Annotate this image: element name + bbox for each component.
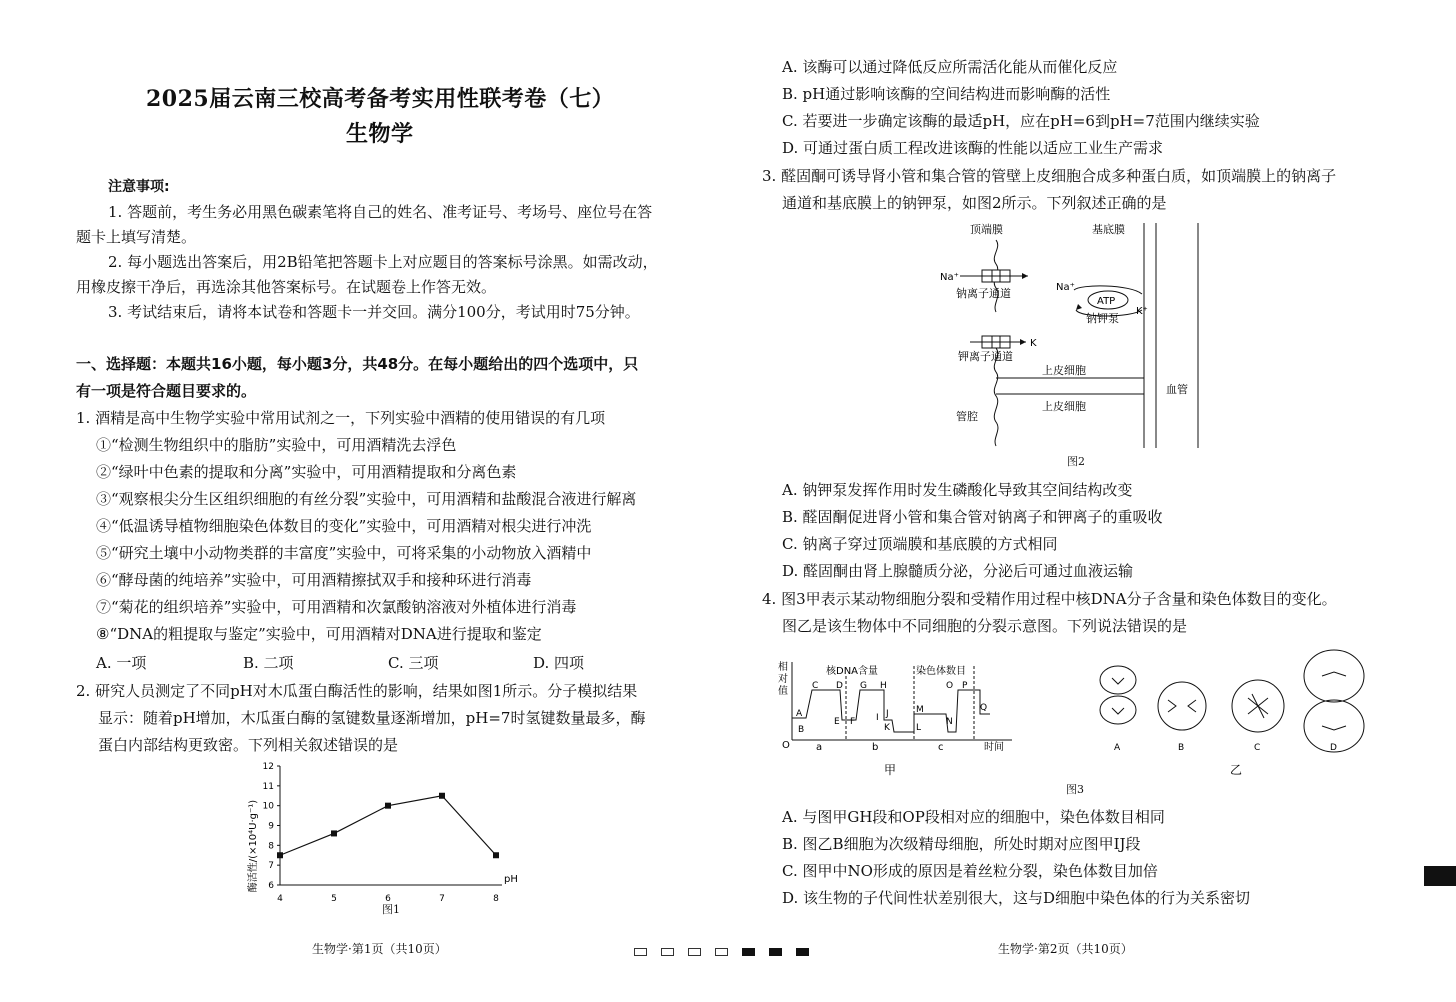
chart-data-point: [385, 803, 391, 809]
q1-item: ②“绿叶中色素的提取和分离”实验中，可用酒精提取和分离色素: [96, 463, 517, 481]
basal-membrane-label: 基底膜: [1092, 223, 1125, 236]
chart-xtick-label: 5: [331, 894, 337, 904]
fig2-diagram: [930, 218, 1210, 453]
fig3-point-q: Q: [980, 703, 988, 713]
fig3-point-o: O: [946, 681, 954, 691]
sodium-channel-label: 钠离子通道: [956, 287, 1011, 300]
footer-page-right: 生物学·第2页（共10页）: [998, 942, 1133, 956]
pump-potassium-label: K⁺: [1136, 306, 1148, 317]
svg-text:D: D: [1330, 743, 1337, 753]
q2-option-b: B. pH通过影响该酶的空间结构进而影响酶的活性: [782, 85, 1111, 103]
atp-label: ATP: [1097, 296, 1116, 307]
notice-heading: 注意事项:: [108, 179, 170, 195]
pump-label: 钠钾泵: [1086, 312, 1119, 325]
empty-square-icon: [688, 948, 701, 956]
q4-option-c: C. 图甲中NO形成的原因是着丝粒分裂，染色体数目加倍: [782, 862, 1158, 880]
epithelial-cell-label: 上皮细胞: [1042, 400, 1086, 413]
chart-ytick-label: 9: [268, 821, 274, 832]
potassium-channel-label: 钾离子通道: [958, 350, 1013, 363]
q1-option-b: B. 二项: [243, 654, 294, 672]
lumen-label: 管腔: [956, 410, 978, 423]
notice-line: 3. 考试结束后，请将本试卷和答题卡一并交回。满分100分，考试用时75分钟。: [108, 303, 640, 321]
chart-data-point: [439, 793, 445, 799]
svg-text:A: A: [1114, 743, 1121, 753]
fig3-ylabel: 值: [778, 686, 788, 697]
q4-stem: 图乙是该生物体中不同细胞的分裂示意图。下列说法错误的是: [782, 617, 1188, 635]
pump-sodium-label: Na⁺: [1056, 282, 1075, 293]
q2-stem: 显示：随着pH增加，木瓜蛋白酶的氢键数量逐渐增加，pH=7时氢键数量最多，酶: [98, 709, 646, 727]
q3-option-b: B. 醛固酮促进肾小管和集合管对钠离子和钾离子的重吸收: [782, 508, 1163, 526]
fig3-point-n: N: [946, 717, 953, 727]
notice-line: 题卡上填写清楚。: [76, 228, 197, 246]
fig3-point-l: L: [916, 723, 922, 733]
q3-option-d: D. 醛固酮由肾上腺髓质分泌，分泌后可通过血液运输: [782, 562, 1134, 580]
fig3-caption: 图3: [1066, 783, 1084, 796]
q4-stem: 4. 图3甲表示某动物细胞分裂和受精作用过程中核DNA分子含量和染色体数目的变化。: [762, 590, 1337, 608]
q1-item: ③“观察根尖分生区组织细胞的有丝分裂”实验中，可用酒精和盐酸混合液进行解离: [96, 490, 637, 508]
fig3-point-d: D: [836, 681, 843, 691]
fig3-point-h: H: [880, 681, 887, 691]
vessel-label: 血管: [1166, 383, 1188, 396]
q4-option-d: D. 该生物的子代间性状差别很大，这与D细胞中染色体的行为关系密切: [782, 889, 1251, 907]
footer-page-left: 生物学·第1页（共10页）: [312, 942, 447, 956]
chart-ytick-label: 10: [262, 801, 274, 812]
fig3-graph-jia: [776, 658, 1026, 778]
subject-title: 生物学: [346, 121, 414, 147]
epithelial-cell-label: 上皮细胞: [1042, 364, 1086, 377]
fig3-stage-c: c: [938, 742, 944, 753]
exam-title: 2025届云南三校高考备考实用性联考卷（七）: [146, 86, 615, 112]
fig3-point-m: M: [916, 705, 924, 715]
notice-line: 1. 答题前，考生务必用黑色碳素笔将自己的姓名、准考证号、考场号、座位号在答: [108, 203, 653, 221]
empty-square-icon: [634, 948, 647, 956]
q4-option-b: B. 图乙B细胞为次级精母细胞，所处时期对应图甲IJ段: [782, 835, 1141, 853]
fig3-jia-label: 甲: [884, 763, 897, 777]
fig3-point-j: J: [886, 709, 889, 719]
q3-stem: 3. 醛固酮可诱导肾小管和集合管的管壁上皮细胞合成多种蛋白质，如顶端膜上的钠离子: [762, 167, 1337, 185]
fig3-point-p: P: [962, 681, 968, 691]
q2-stem: 蛋白内部结构更致密。下列相关叙述错误的是: [98, 736, 399, 754]
q1-item: ⑤“研究土壤中小动物类群的丰富度”实验中，可将采集的小动物放入酒精中: [96, 544, 592, 562]
fig3-dna-label: 核DNA含量: [826, 666, 879, 677]
q3-option-c: C. 钠离子穿过顶端膜和基底膜的方式相同: [782, 535, 1058, 553]
fig3-point-a: A: [796, 709, 803, 719]
cell-c: [1232, 680, 1284, 753]
q1-item: ⑧“DNA的粗提取与鉴定”实验中，可用酒精对DNA进行提取和鉴定: [96, 625, 542, 643]
fig3-origin: O: [782, 740, 790, 751]
chart-ytick-label: 11: [262, 781, 274, 792]
q1-item: ①“检测生物组织中的脂肪”实验中，可用酒精洗去浮色: [96, 436, 457, 454]
q1-item: ④“低温诱导植物细胞染色体数目的变化”实验中，可用酒精对根尖进行冲洗: [96, 517, 592, 535]
side-tab-marker: [1424, 866, 1456, 886]
q1-item: ⑦“菊花的组织培养”实验中，可用酒精和次氯酸钠溶液对外植体进行消毒: [96, 598, 577, 616]
fig3-point-f: F: [850, 717, 856, 727]
chart-data-point: [493, 852, 499, 858]
chart-ytick-label: 7: [268, 861, 274, 872]
chart-ylabel: 酶活性/(×10⁴U·g⁻¹): [248, 799, 259, 893]
fig3-xlabel: 时间: [984, 742, 1004, 753]
filled-square-icon: [796, 948, 809, 956]
filled-square-icon: [742, 948, 755, 956]
q2-option-d: D. 可通过蛋白质工程改进该酶的性能以适应工业生产需求: [782, 139, 1164, 157]
cell-a: [1100, 666, 1136, 753]
notice-line: 用橡皮擦干净后，再选涂其他答案标号。在试题卷上作答无效。: [76, 278, 497, 296]
fig3-point-g: G: [860, 681, 867, 691]
chart-xtick-label: 7: [439, 894, 445, 904]
fig3-point-i: I: [876, 713, 879, 723]
fig3-point-b: B: [798, 725, 805, 735]
chart-xtick-label: 4: [277, 894, 283, 904]
fig3-point-k: K: [884, 723, 890, 733]
q1-stem: 1. 酒精是高中生物学实验中常用试剂之一，下列实验中酒精的使用错误的有几项: [76, 409, 606, 427]
fig3-stage-a: a: [816, 742, 823, 753]
section-heading: 有一项是符合题目要求的。: [76, 382, 257, 400]
empty-square-icon: [661, 948, 674, 956]
q2-stem: 2. 研究人员测定了不同pH对木瓜蛋白酶活性的影响，结果如图1所示。分子模拟结果: [76, 682, 638, 700]
chart-ytick-label: 8: [268, 841, 274, 852]
svg-text:C: C: [1254, 743, 1261, 753]
q1-option-a: A. 一项: [96, 654, 147, 672]
q1-option-c: C. 三项: [388, 654, 439, 672]
q2-option-a: A. 该酶可以通过降低反应所需活化能从而催化反应: [782, 58, 1118, 76]
chart-data-point: [277, 852, 283, 858]
chart-xlabel: pH: [504, 874, 518, 885]
fig3-chromosome-label: 染色体数目: [916, 666, 966, 677]
fig3-point-e: E: [834, 717, 840, 727]
svg-text:B: B: [1178, 743, 1185, 753]
chart-xtick-label: 8: [493, 894, 499, 904]
fig3-yi-label: 乙: [1230, 763, 1243, 777]
notice-line: 2. 每小题选出答案后，用2B铅笔把答题卡上对应题目的答案标号涂黑。如需改动，: [108, 253, 658, 271]
chart-data-point: [331, 830, 337, 836]
fig1-chart: [240, 758, 530, 918]
chart-ytick-label: 12: [262, 762, 274, 772]
fig3-point-c: C: [812, 681, 819, 691]
q2-option-c: C. 若要进一步确定该酶的最适pH，应在pH=6到pH=7范围内继续实验: [782, 112, 1260, 130]
cell-b: [1158, 682, 1206, 753]
apical-membrane-label: 顶端膜: [970, 223, 1003, 236]
chart-xtick-label: 6: [385, 894, 391, 904]
q4-option-a: A. 与图甲GH段和OP段相对应的细胞中，染色体数目相同: [782, 808, 1165, 826]
fig3-stage-b: b: [872, 742, 879, 753]
q3-option-a: A. 钠钾泵发挥作用时发生磷酸化导致其空间结构改变: [782, 481, 1133, 499]
q1-option-d: D. 四项: [533, 654, 585, 672]
potassium-ion-label: K: [1030, 338, 1037, 349]
fig3-cells-yi: [1086, 640, 1376, 780]
fig1-caption: 图1: [382, 903, 400, 916]
q3-stem: 通道和基底膜上的钠钾泵，如图2所示。下列叙述正确的是: [782, 194, 1167, 212]
cell-d: [1304, 650, 1364, 753]
empty-square-icon: [715, 948, 728, 956]
filled-square-icon: [769, 948, 782, 956]
fig2-caption: 图2: [1067, 455, 1085, 468]
footer-marks: [634, 942, 823, 960]
fig3-ylabel: 对: [778, 674, 788, 685]
fig3-ylabel: 相: [778, 662, 788, 673]
chart-ytick-label: 6: [268, 881, 274, 891]
q1-item: ⑥“酵母菌的纯培养”实验中，可用酒精擦拭双手和接种环进行消毒: [96, 571, 532, 589]
sodium-ion-label: Na⁺: [940, 272, 959, 283]
section-heading: 一、选择题：本题共16小题，每小题3分，共48分。在每小题给出的四个选项中，只: [76, 355, 639, 373]
